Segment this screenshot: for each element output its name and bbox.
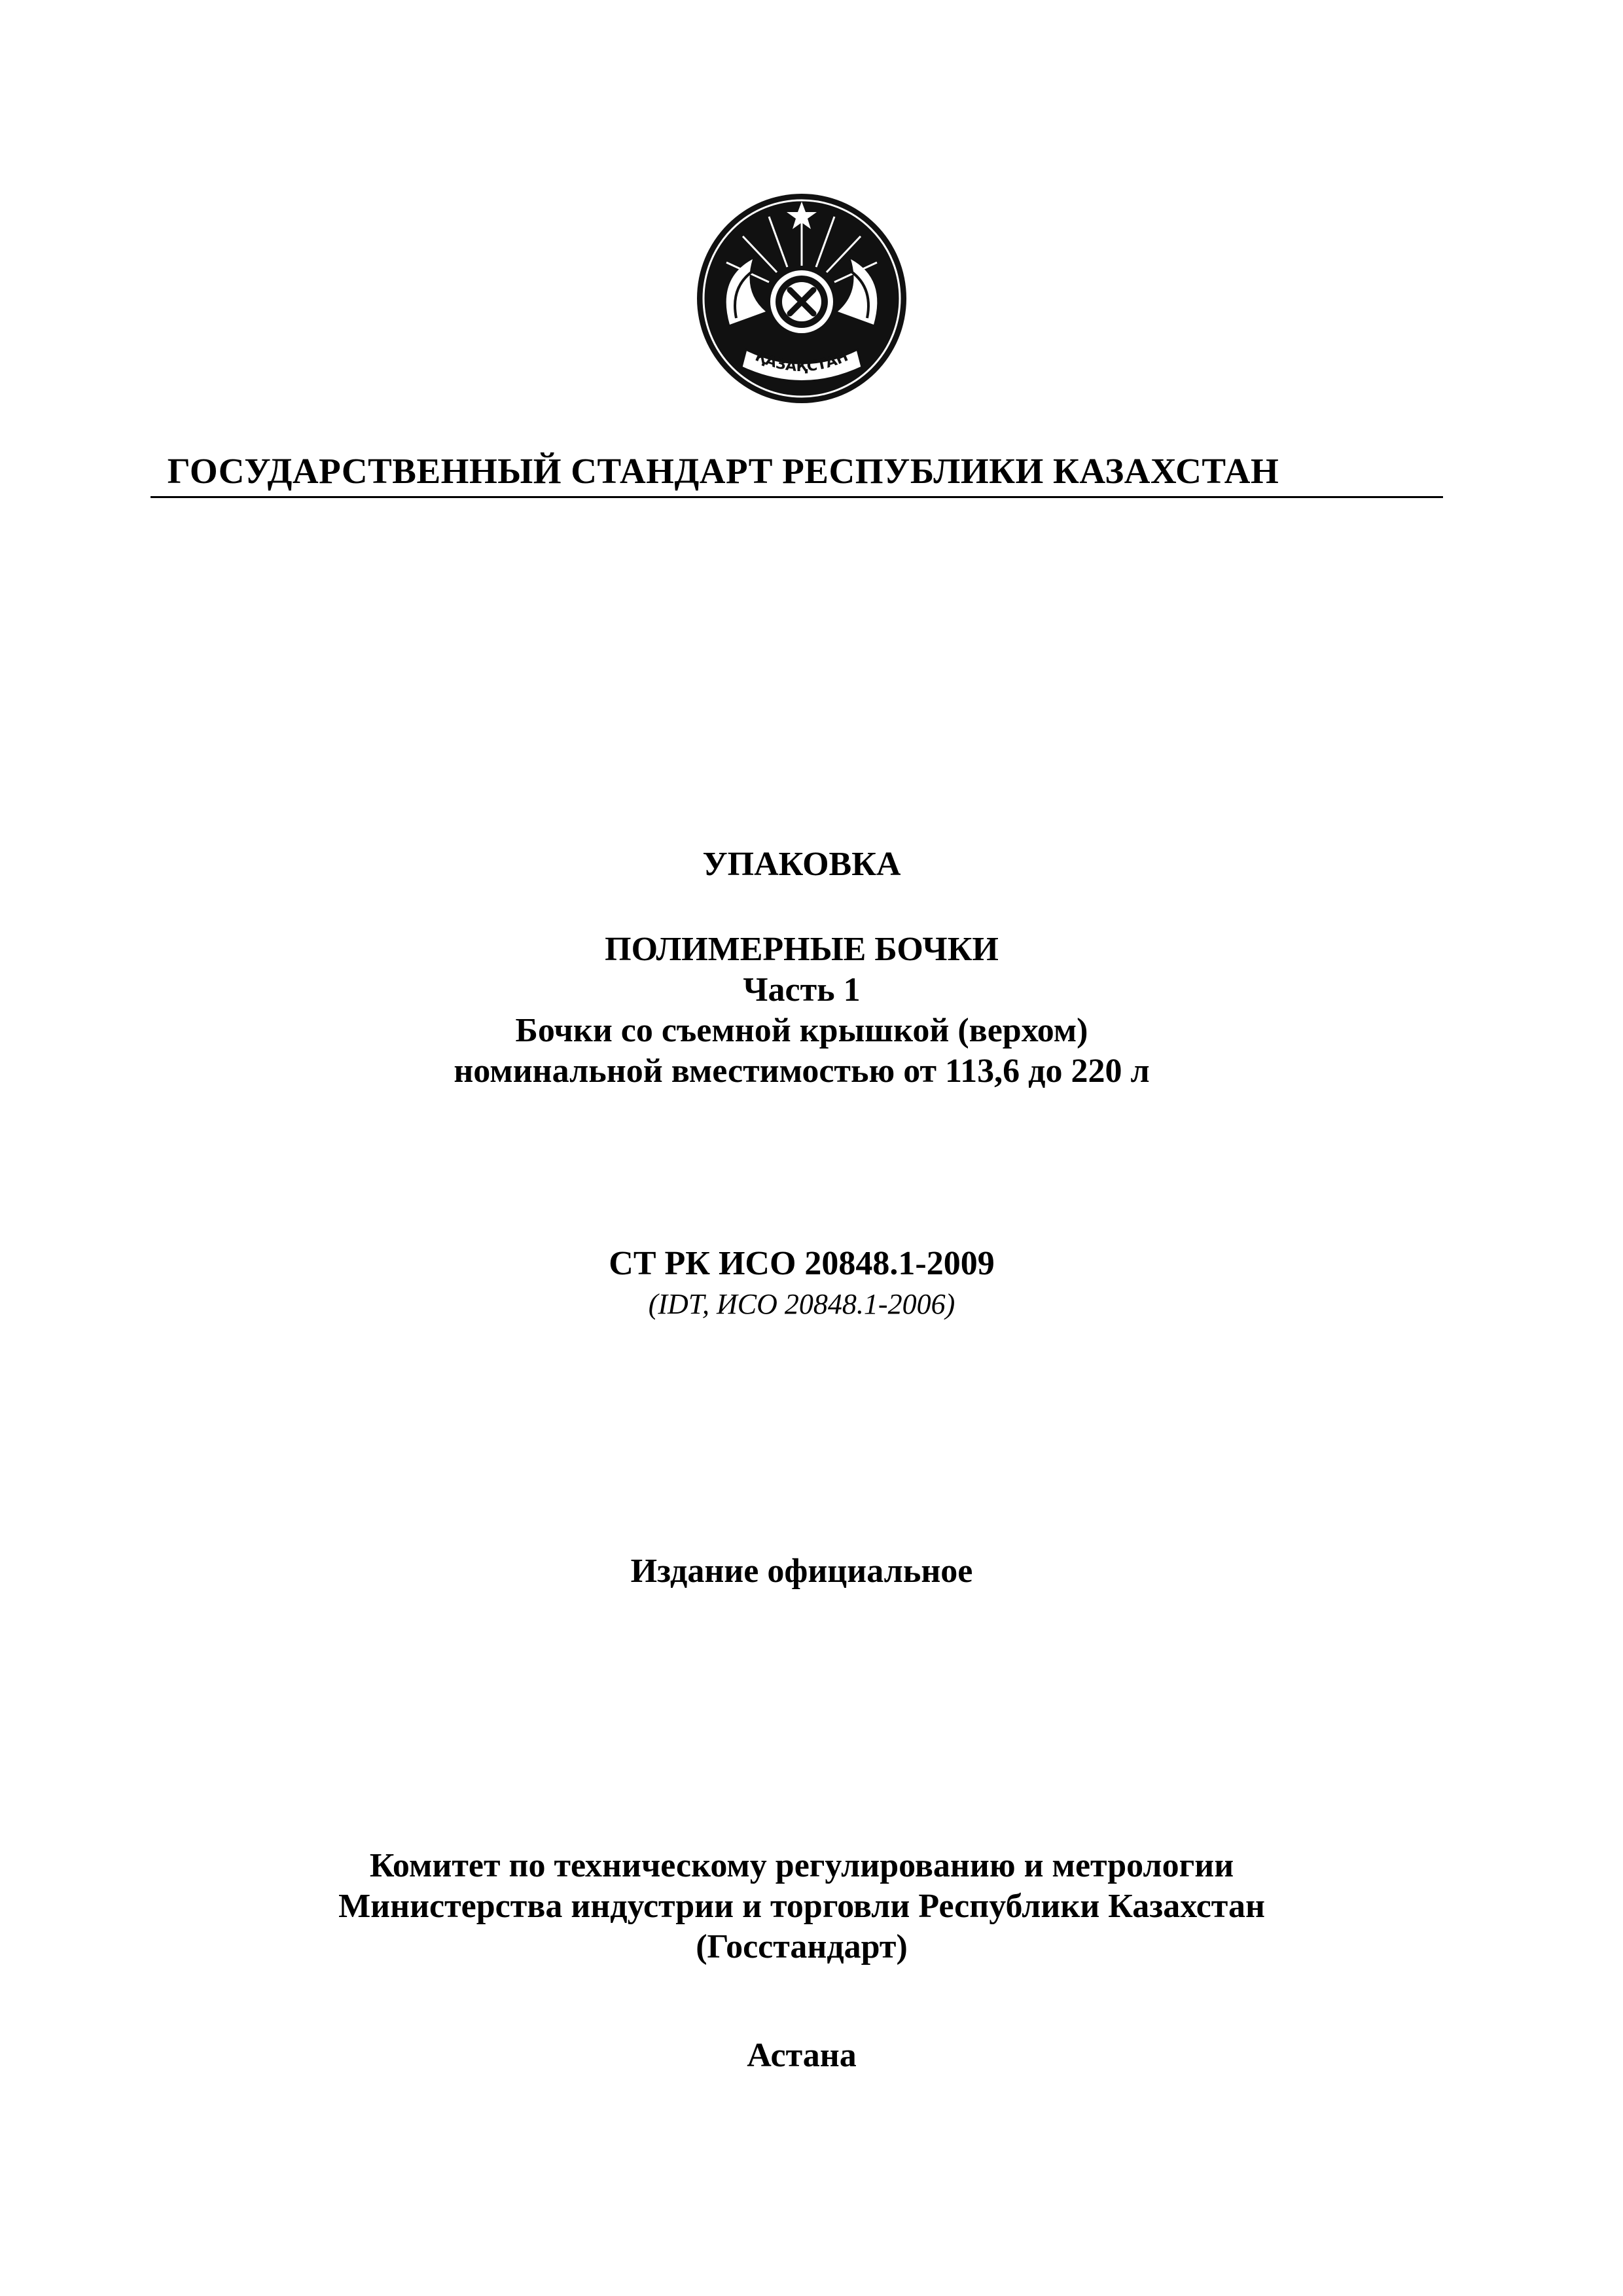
publisher-block bbox=[0, 1846, 1603, 1967]
category-text: УПАКОВКА bbox=[702, 846, 901, 883]
document-subtitle-line1: Бочки со съемной крышкой (верхом) bbox=[515, 1012, 1088, 1049]
standard-number: СТ РК ИСО 20848.1-2009 bbox=[609, 1245, 995, 1282]
document-subtitle-line2: номинальной вместимостью от 113,6 до 220 л bbox=[454, 1052, 1150, 1090]
standard-designation bbox=[0, 1244, 1603, 1325]
document-title-block bbox=[0, 929, 1603, 1092]
emblem-ribbon-text: ҚАЗАҚСТАН bbox=[753, 348, 851, 376]
city-text: Астана bbox=[747, 2037, 857, 2074]
header-divider bbox=[151, 496, 1443, 498]
document-category bbox=[0, 844, 1603, 885]
standard-equivalence: (IDT, ИСО 20848.1-2006) bbox=[648, 1288, 955, 1320]
publication-city bbox=[0, 2036, 1603, 2076]
document-subject: ПОЛИМЕРНЫЕ БОЧКИ bbox=[605, 931, 999, 968]
publisher-line3: (Госстандарт) bbox=[696, 1928, 908, 1965]
publisher-line2: Министерства индустрии и торговли Республики Казахстан bbox=[338, 1888, 1265, 1925]
document-part: Часть 1 bbox=[743, 971, 861, 1009]
state-emblem-icon bbox=[690, 187, 913, 410]
page-header-title: ГОСУДАРСТВЕННЫЙ СТАНДАРТ РЕСПУБЛИКИ КАЗАХСТАН bbox=[167, 451, 1279, 491]
edition-text: Издание официальное bbox=[630, 1552, 973, 1590]
publisher-line1: Комитет по техническому регулированию и метрологии bbox=[369, 1847, 1234, 1884]
edition-note bbox=[0, 1551, 1603, 1592]
